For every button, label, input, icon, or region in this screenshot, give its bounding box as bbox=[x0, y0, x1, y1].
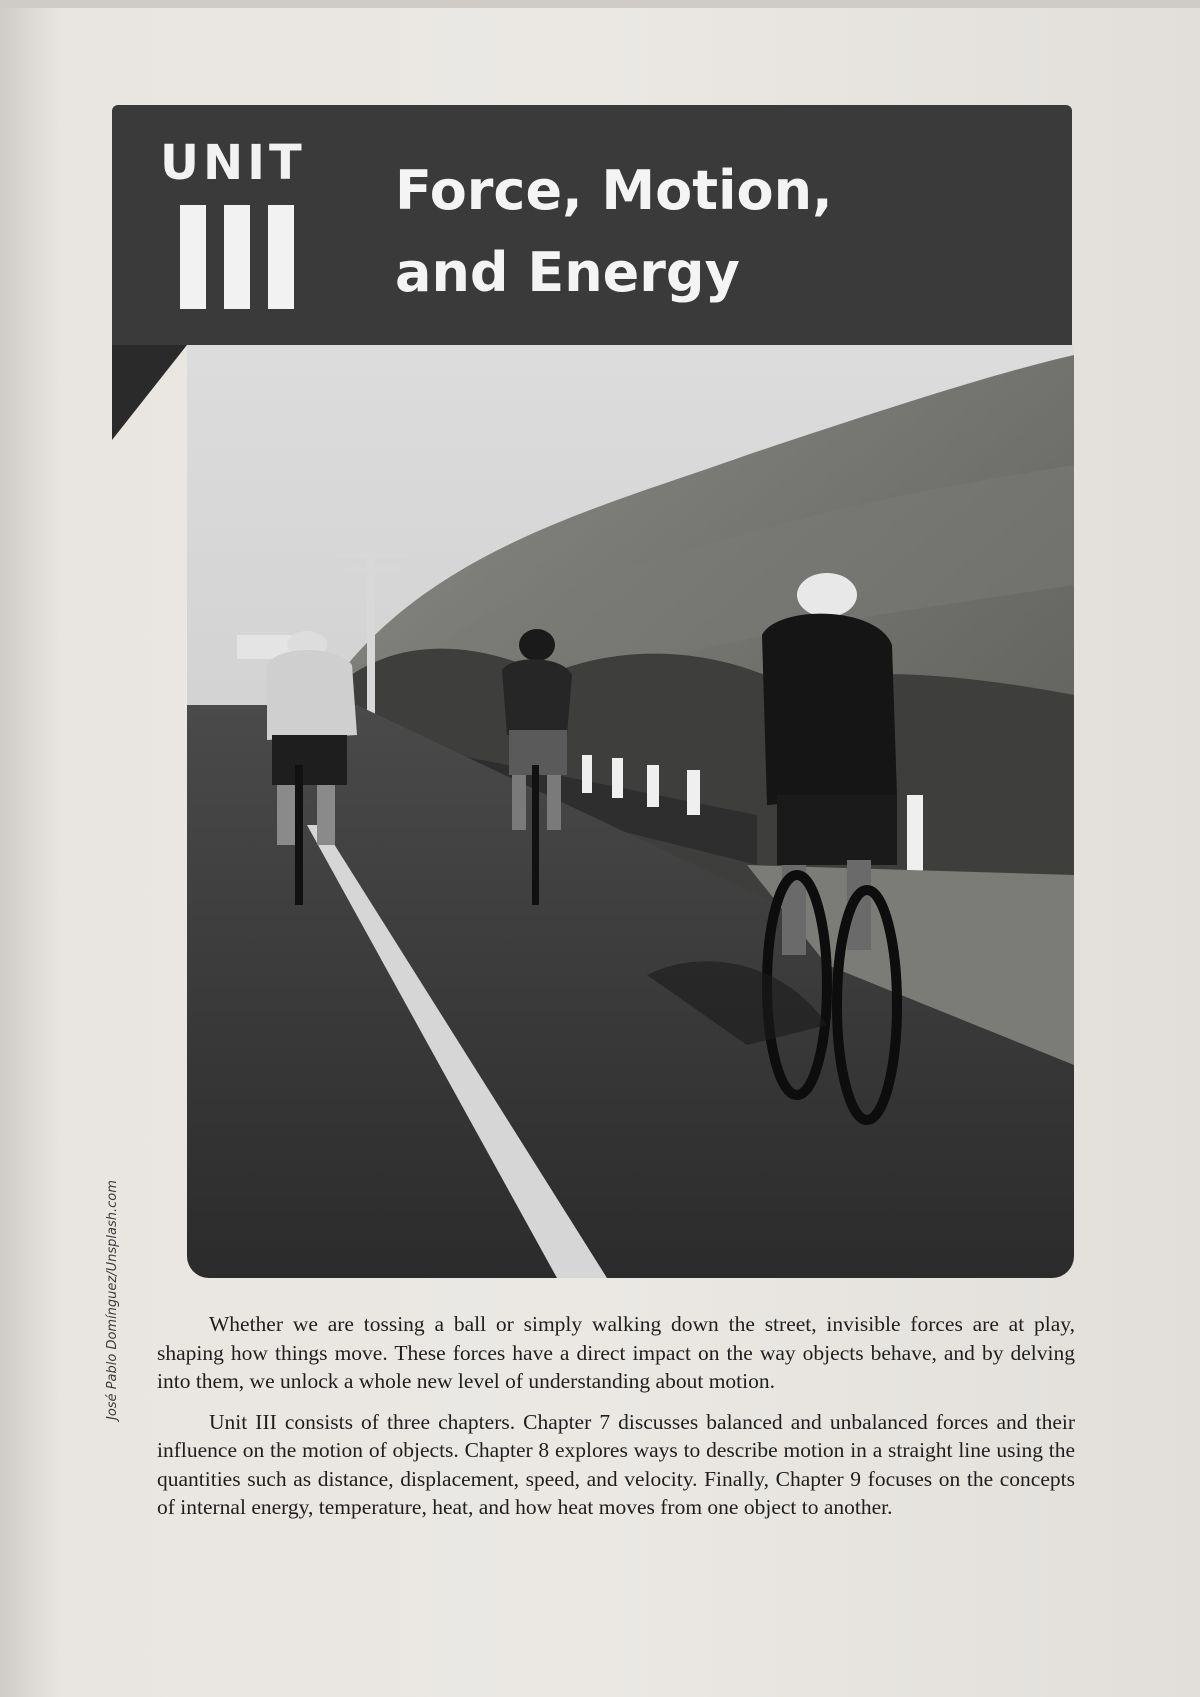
unit-intro-text bbox=[157, 1310, 1075, 1534]
banner-fold bbox=[112, 345, 187, 440]
cyclists-photo bbox=[187, 345, 1074, 1278]
numeral-bar-1 bbox=[180, 205, 206, 309]
unit-label: UNIT bbox=[160, 135, 306, 191]
numeral-bar-2 bbox=[224, 205, 250, 309]
numeral-bar-3 bbox=[268, 205, 294, 309]
unit-title-line-2: and Energy bbox=[395, 241, 740, 304]
page-top-edge bbox=[0, 0, 1200, 8]
unit-numeral bbox=[180, 205, 300, 309]
intro-paragraph-1: Whether we are tossing a ball or simply walking down the street, invisible forces are at play, shaping how things move. These forces have a direct impact on the way objects behave, and by delving into them, we unlock a whole new level of understanding about motion. bbox=[157, 1312, 1075, 1393]
unit-title-line-1: Force, Motion, bbox=[395, 159, 833, 222]
unit-title bbox=[395, 150, 1035, 314]
photo-credit: José Pablo Domínguez/Unsplash.com bbox=[105, 1180, 120, 1420]
intro-paragraph-2: Unit III consists of three chapters. Chapter 7 discusses balanced and unbalanced forces and their influence on the motion of objects. Chapter 8 explores ways to describe motion in a straight line using the quantities such as distance, displacement, speed, and velocity. Finally, Chapter 9 focuses on the concepts of internal energy, temperature, heat, and how heat moves from one object to another. bbox=[157, 1409, 1075, 1519]
